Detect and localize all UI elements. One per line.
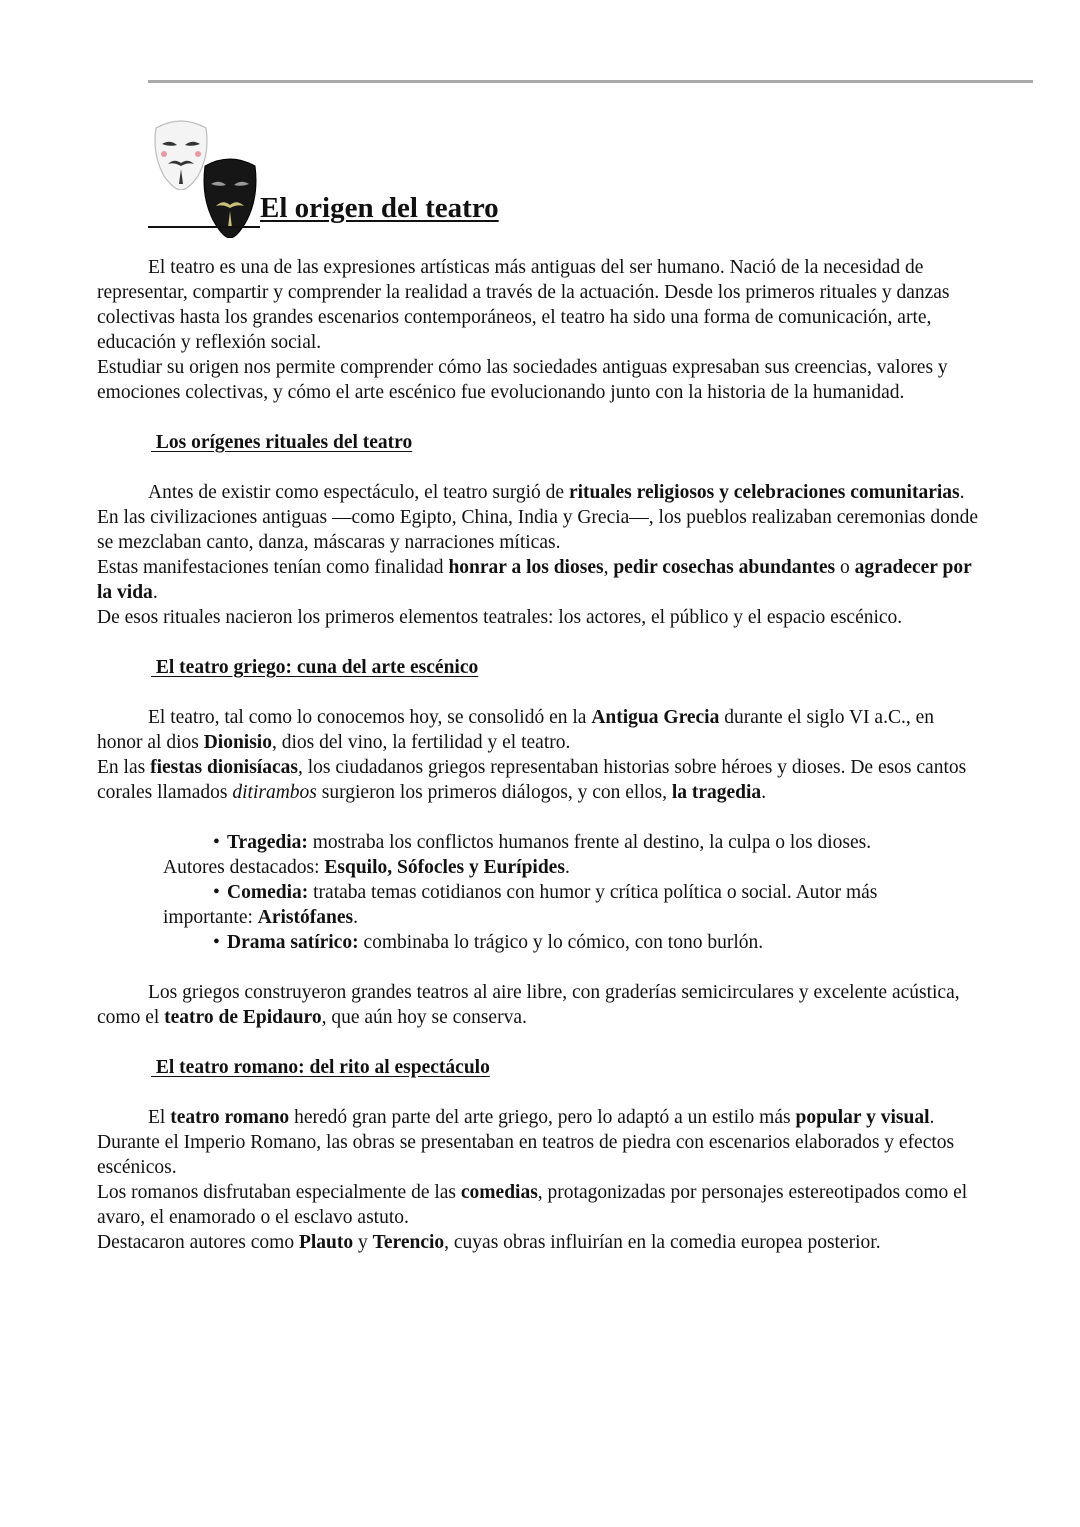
greek-genres-list (97, 830, 982, 955)
title-underline (148, 226, 260, 228)
ritual-paragraph-3: Estas manifestaciones tenían como finalidad honrar a los dioses, pedir cosechas abundantes o agradecer por la vida. (97, 557, 972, 603)
greek-paragraph-1: El teatro, tal como lo conocemos hoy, se consolidó en la Antigua Grecia durante el siglo VI a.C., en honor al dios Dionisio, dios del vino, la fertilidad y el teatro. (97, 707, 934, 753)
title-block (148, 112, 748, 232)
list-item-comedia: • Comedia: trataba temas cotidianos con humor y crítica política o social. Autor más (213, 882, 878, 903)
ritual-paragraph-4: De esos rituales nacieron los primeros elementos teatrales: los actores, el público y el espacio escénico. (97, 607, 903, 628)
intro-paragraph-1: El teatro es una de las expresiones artísticas más antiguas del ser humano. Nació de la necesidad de representar, compartir y comprender la realidad a través de la actuación. Desde los primeros rituales y danzas colectivas hasta los grandes escenarios contemporáneos, el teatro ha sido una forma de comunicación, arte, educación y reflexión social. (97, 257, 950, 353)
roman-paragraph-4: Destacaron autores como Plauto y Terencio, cuyas obras influirían en la comedia europea posterior. (97, 1232, 881, 1253)
section-heading-roman: El teatro romano: del rito al espectáculo (151, 1057, 490, 1078)
document-body (97, 255, 982, 1255)
comedia-author: importante: Aristófanes. (163, 907, 358, 928)
list-item-tragedia: • Tragedia: mostraba los conflictos humanos frente al destino, la culpa o los dioses. (213, 832, 872, 853)
roman-paragraph-3: Los romanos disfrutaban especialmente de las comedias, protagonizadas por personajes estereotipados como el avaro, el enamorado o el esclavo astuto. (97, 1182, 968, 1228)
section-heading-ritual: Los orígenes rituales del teatro (151, 432, 413, 453)
list-item-drama-satirico: • Drama satírico: combinaba lo trágico y lo cómico, con tono burlón. (213, 932, 764, 953)
greek-paragraph-3: Los griegos construyeron grandes teatros al aire libre, con graderías semicirculares y excelente acústica, como el teatro de Epidauro, que aún hoy se conserva. (97, 982, 960, 1028)
bullet-icon: • (213, 882, 220, 903)
roman-paragraph-2: Durante el Imperio Romano, las obras se presentaban en teatros de piedra con escenarios elaborados y efectos escénicos. (97, 1132, 955, 1178)
section-heading-greek: El teatro griego: cuna del arte escénico (151, 657, 479, 678)
roman-paragraph-1: El teatro romano heredó gran parte del arte griego, pero lo adaptó a un estilo más popular y visual. (148, 1107, 935, 1128)
header-rule (148, 80, 1033, 83)
bullet-icon: • (213, 832, 220, 853)
bullet-icon: • (213, 932, 220, 953)
ritual-paragraph-2: En las civilizaciones antiguas —como Egipto, China, India y Grecia—, los pueblos realizaban ceremonias donde se mezclaban canto, danza, máscaras y narraciones míticas. (97, 507, 979, 553)
tragedia-authors: Autores destacados: Esquilo, Sófocles y Eurípides. (163, 857, 570, 878)
greek-paragraph-2: En las fiestas dionisíacas, los ciudadanos griegos representaban historias sobre héroes y dioses. De esos cantos corales llamados ditirambos surgieron los primeros diálogos, y con ellos, la tragedia. (97, 757, 967, 803)
page-title: El origen del teatro (260, 192, 499, 224)
intro-paragraph-2: Estudiar su origen nos permite comprender cómo las sociedades antiguas expresaban sus creencias, valores y emociones colectivas, y cómo el arte escénico fue evolucionando junto con la historia de la humanidad. (97, 357, 948, 403)
ritual-paragraph-1: Antes de existir como espectáculo, el teatro surgió de rituales religiosos y celebraciones comunitarias. (148, 482, 965, 503)
